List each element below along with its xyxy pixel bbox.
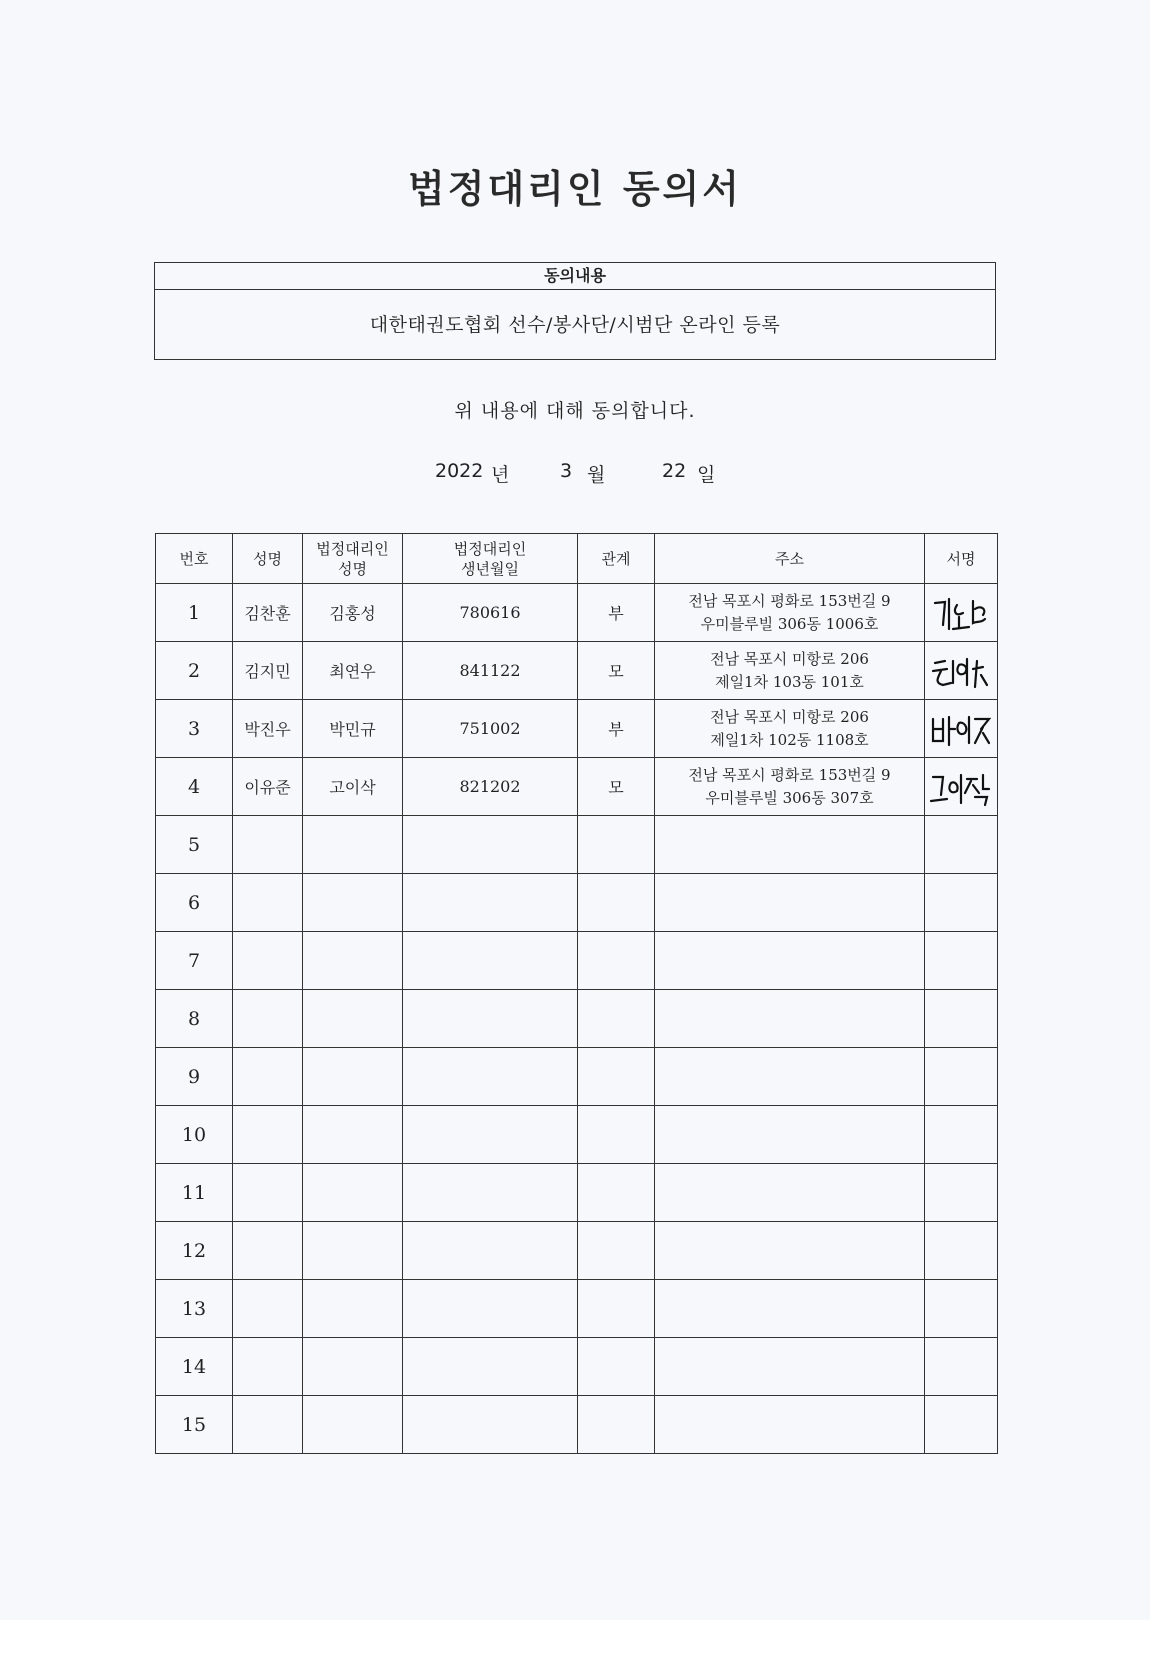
row-birth [403, 932, 578, 990]
row-relation [578, 1396, 655, 1454]
row-address [655, 1280, 925, 1338]
table-row [156, 874, 998, 932]
agreement-sentence: 위 내용에 대해 동의합니다. [454, 400, 696, 422]
row-guardian [303, 1106, 403, 1164]
row-address-line2: 제일1차 102동 1108호 [710, 730, 869, 749]
row-address [655, 642, 925, 700]
row-relation: 모 [578, 642, 655, 700]
document-title: 법정대리인 동의서 [408, 166, 742, 211]
row-name [233, 1164, 303, 1222]
consent-box [154, 262, 996, 360]
row-name [233, 1396, 303, 1454]
guardian-table [155, 533, 998, 1454]
row-address-line2: 우미블루빌 306동 1006호 [700, 614, 879, 633]
row-guardian [303, 1338, 403, 1396]
row-guardian [303, 1396, 403, 1454]
row-address [655, 1338, 925, 1396]
row-no: 2 [156, 642, 233, 700]
date-day-unit: 일 [697, 464, 716, 486]
row-signature [925, 1222, 998, 1280]
date-year-unit: 년 [491, 464, 510, 486]
row-birth: 821202 [403, 758, 578, 816]
row-birth [403, 1222, 578, 1280]
row-no: 13 [156, 1280, 233, 1338]
header-guardian-name-line2: 성명 [338, 559, 367, 578]
row-signature [925, 584, 998, 642]
row-no: 11 [156, 1164, 233, 1222]
header-relation: 관계 [578, 534, 655, 584]
table-row [156, 1164, 998, 1222]
row-birth [403, 1338, 578, 1396]
row-guardian: 최연우 [303, 642, 403, 700]
row-signature [925, 1338, 998, 1396]
table-row [156, 932, 998, 990]
row-no: 1 [156, 584, 233, 642]
row-name [233, 1280, 303, 1338]
table-row [156, 1222, 998, 1280]
row-relation [578, 1048, 655, 1106]
row-address [655, 1048, 925, 1106]
row-guardian [303, 1280, 403, 1338]
row-name [233, 932, 303, 990]
row-relation [578, 1106, 655, 1164]
row-address [655, 700, 925, 758]
row-guardian [303, 1164, 403, 1222]
row-relation: 부 [578, 700, 655, 758]
row-address-line2: 제일1차 103동 101호 [715, 672, 864, 691]
row-relation [578, 1338, 655, 1396]
row-address [655, 932, 925, 990]
row-guardian [303, 1048, 403, 1106]
table-row [156, 1338, 998, 1396]
table-row [156, 642, 998, 700]
header-address: 주소 [655, 534, 925, 584]
row-birth [403, 1164, 578, 1222]
header-guardian-name-line1: 법정대리인 [316, 539, 389, 558]
row-birth [403, 990, 578, 1048]
row-birth [403, 816, 578, 874]
table-row [156, 758, 998, 816]
table-row [156, 584, 998, 642]
row-signature [925, 816, 998, 874]
row-name [233, 990, 303, 1048]
row-guardian [303, 932, 403, 990]
row-relation [578, 816, 655, 874]
date-month-unit: 월 [587, 464, 606, 486]
handwritten-signature [929, 765, 993, 809]
row-no: 6 [156, 874, 233, 932]
header-guardian-birth-line2: 생년월일 [461, 559, 519, 578]
row-relation: 부 [578, 584, 655, 642]
row-relation: 모 [578, 758, 655, 816]
row-address [655, 758, 925, 816]
row-address [655, 1222, 925, 1280]
date-day: 22 [662, 460, 687, 482]
row-signature [925, 700, 998, 758]
row-guardian [303, 874, 403, 932]
row-address-line1: 전남 목포시 평화로 153번길 9 [688, 765, 891, 784]
handwritten-signature [929, 707, 993, 751]
row-signature [925, 758, 998, 816]
table-row [156, 990, 998, 1048]
table-header-row [156, 534, 998, 584]
row-no: 7 [156, 932, 233, 990]
row-birth [403, 1280, 578, 1338]
row-address-line1: 전남 목포시 미항로 206 [710, 649, 869, 668]
table-row [156, 700, 998, 758]
row-address-line1: 전남 목포시 미항로 206 [710, 707, 869, 726]
row-address [655, 874, 925, 932]
header-no: 번호 [156, 534, 233, 584]
table-row [156, 816, 998, 874]
row-guardian [303, 1222, 403, 1280]
row-name: 김지민 [233, 642, 303, 700]
row-birth: 841122 [403, 642, 578, 700]
row-name [233, 1338, 303, 1396]
handwritten-signature [929, 591, 993, 635]
row-address [655, 1396, 925, 1454]
row-guardian [303, 816, 403, 874]
row-name [233, 1222, 303, 1280]
table-row [156, 1280, 998, 1338]
row-relation [578, 1164, 655, 1222]
row-name [233, 874, 303, 932]
row-address [655, 1164, 925, 1222]
row-signature [925, 1280, 998, 1338]
row-relation [578, 874, 655, 932]
row-address-line1: 전남 목포시 평화로 153번길 9 [688, 591, 891, 610]
row-no: 10 [156, 1106, 233, 1164]
row-no: 3 [156, 700, 233, 758]
row-relation [578, 1280, 655, 1338]
consent-text: 대한태권도협회 선수/봉사단/시범단 온라인 등록 [369, 314, 781, 336]
row-birth [403, 1106, 578, 1164]
table-row [156, 1048, 998, 1106]
row-relation [578, 990, 655, 1048]
row-guardian [303, 990, 403, 1048]
row-signature [925, 1396, 998, 1454]
date-year: 2022 [435, 460, 484, 482]
row-no: 8 [156, 990, 233, 1048]
row-name [233, 1048, 303, 1106]
row-signature [925, 1106, 998, 1164]
row-name [233, 816, 303, 874]
row-no: 15 [156, 1396, 233, 1454]
row-signature [925, 642, 998, 700]
row-birth [403, 874, 578, 932]
header-name: 성명 [233, 534, 303, 584]
row-guardian: 박민규 [303, 700, 403, 758]
row-relation [578, 1222, 655, 1280]
row-no: 5 [156, 816, 233, 874]
row-address [655, 584, 925, 642]
header-guardian-birth [403, 534, 578, 584]
row-signature [925, 932, 998, 990]
table-row [156, 1396, 998, 1454]
row-birth: 751002 [403, 700, 578, 758]
row-signature [925, 874, 998, 932]
row-birth: 780616 [403, 584, 578, 642]
row-guardian: 고이삭 [303, 758, 403, 816]
row-address [655, 816, 925, 874]
row-address [655, 1106, 925, 1164]
row-name: 이유준 [233, 758, 303, 816]
row-signature [925, 1048, 998, 1106]
row-no: 14 [156, 1338, 233, 1396]
header-signature: 서명 [925, 534, 998, 584]
header-guardian-name [303, 534, 403, 584]
row-birth [403, 1396, 578, 1454]
row-name: 박진우 [233, 700, 303, 758]
row-signature [925, 990, 998, 1048]
row-guardian: 김홍성 [303, 584, 403, 642]
date-month: 3 [560, 460, 573, 482]
row-no: 4 [156, 758, 233, 816]
consent-header: 동의내용 [155, 263, 995, 290]
row-name: 김찬훈 [233, 584, 303, 642]
table-row [156, 1106, 998, 1164]
row-no: 9 [156, 1048, 233, 1106]
row-address [655, 990, 925, 1048]
row-no: 12 [156, 1222, 233, 1280]
header-guardian-birth-line1: 법정대리인 [453, 539, 527, 558]
row-relation [578, 932, 655, 990]
row-signature [925, 1164, 998, 1222]
row-address-line2: 우미블루빌 306동 307호 [705, 788, 874, 807]
row-name [233, 1106, 303, 1164]
handwritten-signature [929, 649, 993, 693]
row-birth [403, 1048, 578, 1106]
